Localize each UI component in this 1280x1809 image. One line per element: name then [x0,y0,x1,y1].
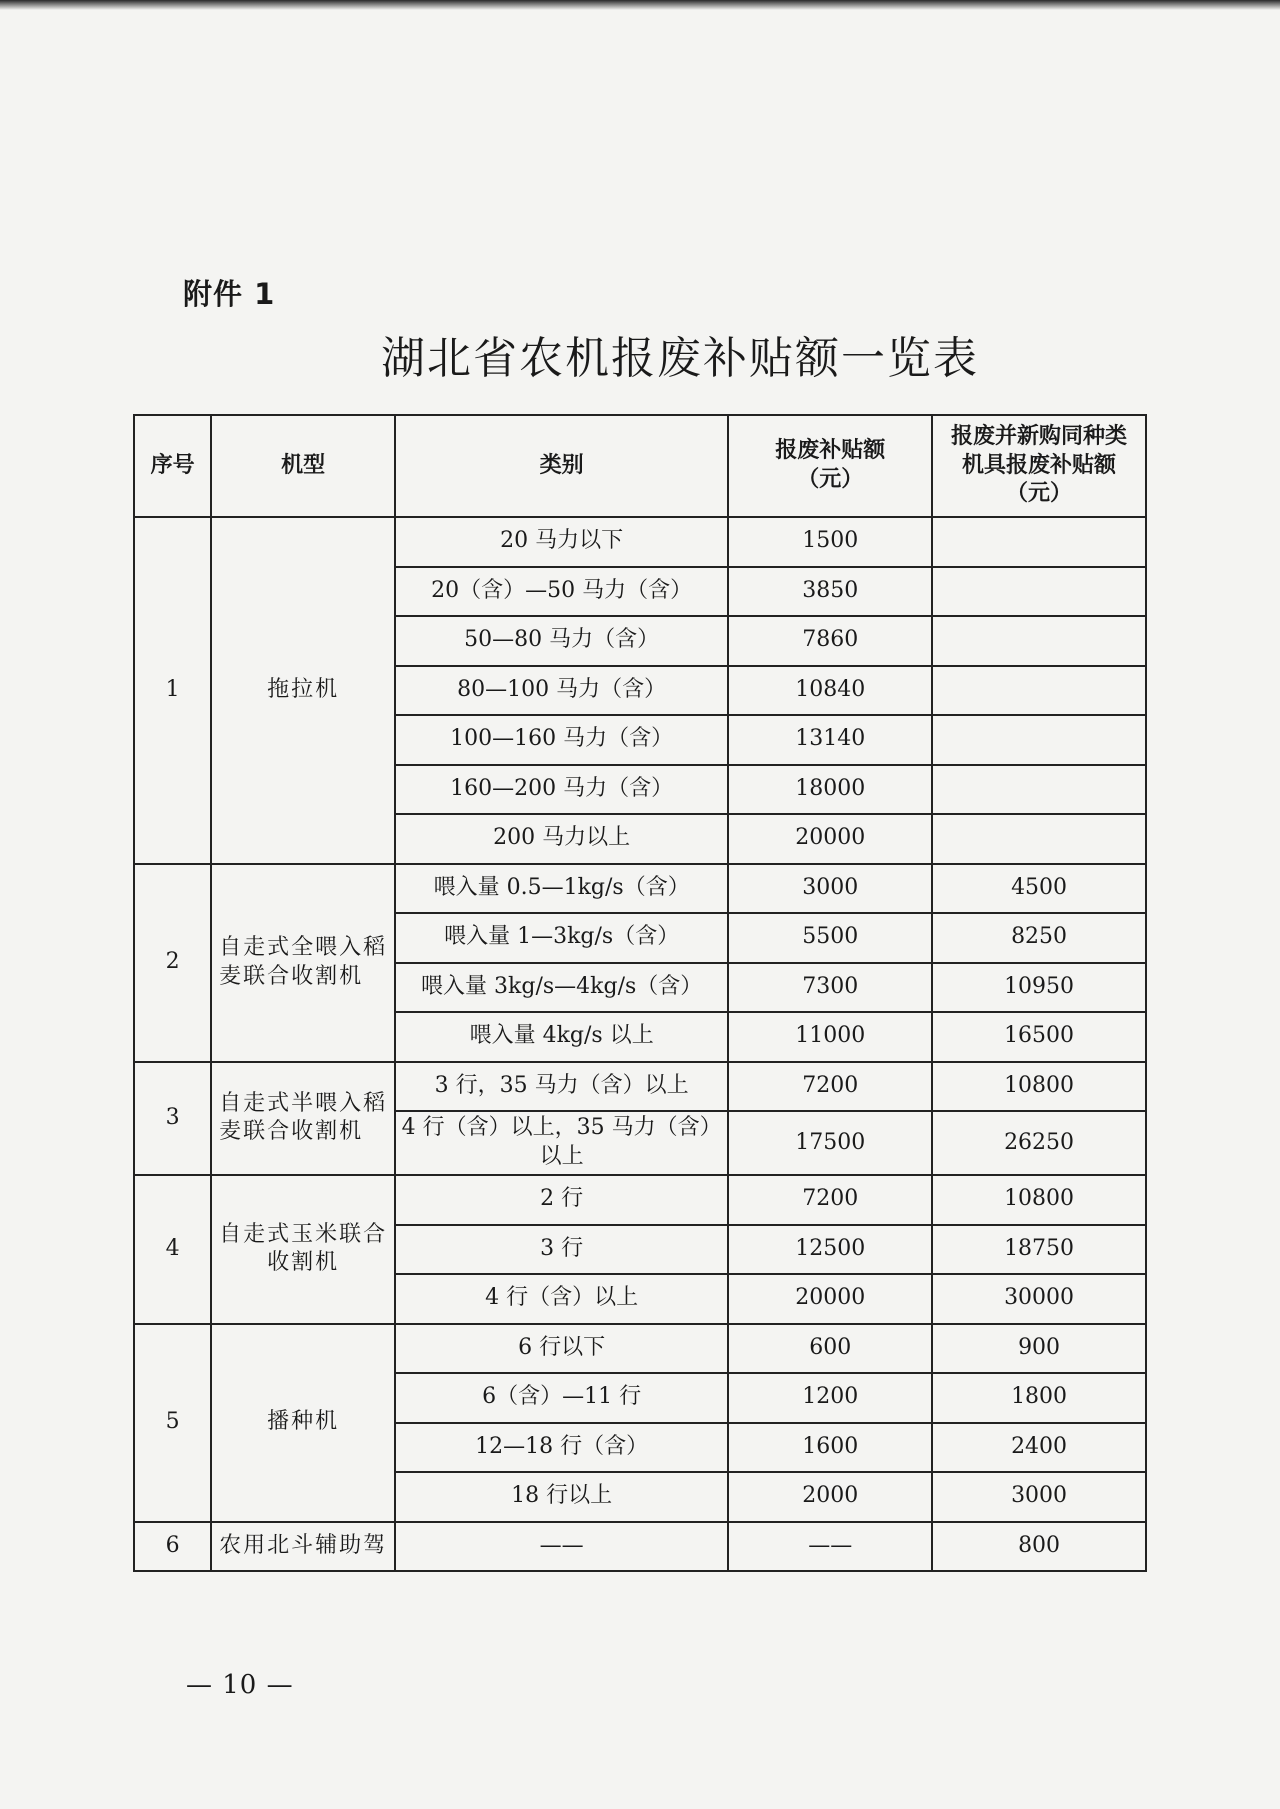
amount-cell: 10840 [728,666,932,716]
model-label [219,1221,387,1278]
row-no: 2 [134,864,211,1062]
category-cell: 6 行以下 [395,1324,728,1374]
header-no: 序号 [134,415,211,517]
amount-cell: 18000 [728,765,932,815]
category-cell: 18 行以上 [395,1472,728,1522]
amount-cell: 600 [728,1324,932,1374]
new-amount-cell [932,517,1146,567]
category-line2: 以上 [539,1144,584,1169]
amount-cell: 7300 [728,963,932,1013]
row-model [211,1522,395,1572]
category-cell: 3 行，35 马力（含）以上 [395,1062,728,1112]
amount-cell: 7860 [728,616,932,666]
amount-cell: 1500 [728,517,932,567]
category-line1: 4 行（含）以上，35 马力（含） [401,1115,722,1141]
table-row [134,1175,1146,1225]
header-model: 机型 [211,415,395,517]
new-amount-cell: 4500 [932,864,1146,914]
table-row [134,1062,1146,1112]
category-cell [395,1111,728,1175]
model-label: 播种机 [267,1409,340,1435]
category-cell: 喂入量 4kg/s 以上 [395,1012,728,1062]
amount-cell: —— [728,1522,932,1572]
model-label-line1: 自走式半喂入稻 [219,1090,388,1116]
attachment-label: 附件 1 [183,277,276,311]
new-amount-cell [932,715,1146,765]
new-amount-cell: 1800 [932,1373,1146,1423]
category-cell: 4 行（含）以上 [395,1274,728,1324]
category-cell: 喂入量 3kg/s—4kg/s（含） [395,963,728,1013]
amount-cell: 3850 [728,567,932,617]
model-label [219,1090,387,1147]
category-cell: 喂入量 1—3kg/s（含） [395,913,728,963]
new-amount-cell: 900 [932,1324,1146,1374]
model-label-line2: 麦联合收割机 [219,1119,364,1145]
model-label-line1: 自走式玉米联合 [219,1221,388,1247]
header-amount [728,415,932,517]
category-cell: 20（含）—50 马力（含） [395,567,728,617]
amount-cell: 7200 [728,1175,932,1225]
amount-cell: 20000 [728,814,932,864]
model-label-line2: 麦联合收割机 [219,963,364,989]
amount-cell: 17500 [728,1111,932,1175]
amount-cell: 1200 [728,1373,932,1423]
new-amount-cell: 10800 [932,1062,1146,1112]
amount-cell: 2000 [728,1472,932,1522]
amount-cell: 7200 [728,1062,932,1112]
header-new-line3: （元） [1006,481,1073,507]
new-amount-cell: 800 [932,1522,1146,1572]
row-no: 3 [134,1062,211,1176]
new-amount-cell: 10800 [932,1175,1146,1225]
new-amount-cell: 3000 [932,1472,1146,1522]
row-model [211,1062,395,1176]
category-cell: 100—160 马力（含） [395,715,728,765]
new-amount-cell: 8250 [932,913,1146,963]
category-cell: 160—200 马力（含） [395,765,728,815]
header-new-line2: 机具报废补贴额 [962,452,1117,478]
new-amount-cell [932,616,1146,666]
new-amount-cell: 16500 [932,1012,1146,1062]
model-label-line1: 自走式全喂入稻 [219,934,388,960]
row-model [211,517,395,864]
row-model [211,1175,395,1324]
row-model [211,1324,395,1522]
amount-cell: 5500 [728,913,932,963]
amount-cell: 13140 [728,715,932,765]
new-amount-cell: 30000 [932,1274,1146,1324]
model-label: 拖拉机 [267,676,340,702]
new-amount-cell: 2400 [932,1423,1146,1473]
table-row [134,1324,1146,1374]
table-header-row [134,415,1146,517]
amount-cell: 20000 [728,1274,932,1324]
row-model [211,864,395,1062]
table-row [134,517,1146,567]
category-cell: —— [395,1522,728,1572]
category-cell: 200 马力以上 [395,814,728,864]
category-cell: 50—80 马力（含） [395,616,728,666]
category-cell: 喂入量 0.5—1kg/s（含） [395,864,728,914]
category-cell: 20 马力以下 [395,517,728,567]
new-amount-cell [932,567,1146,617]
model-label [219,934,387,991]
header-amount-line2: （元） [797,467,864,492]
category-cell: 6（含）—11 行 [395,1373,728,1423]
new-amount-cell: 18750 [932,1225,1146,1275]
new-amount-cell: 10950 [932,963,1146,1013]
amount-cell: 3000 [728,864,932,914]
model-label-line2: 收割机 [267,1250,340,1276]
new-amount-cell [932,666,1146,716]
table-row [134,864,1146,914]
category-cell: 3 行 [395,1225,728,1275]
document-title: 湖北省农机报废补贴额一览表 [381,333,979,384]
subsidy-table [133,414,1147,1572]
row-no: 1 [134,517,211,864]
row-no: 4 [134,1175,211,1324]
row-no: 5 [134,1324,211,1522]
new-amount-cell [932,814,1146,864]
category-cell: 2 行 [395,1175,728,1225]
header-amount-line1: 报废补贴额 [775,438,886,464]
amount-cell: 11000 [728,1012,932,1062]
amount-cell: 12500 [728,1225,932,1275]
amount-cell: 1600 [728,1423,932,1473]
category-cell: 12—18 行（含） [395,1423,728,1473]
category-cell: 80—100 马力（含） [395,666,728,716]
page-number: — 10 — [186,1670,294,1700]
model-label: 农用北斗辅助驾 [219,1532,388,1558]
page-top-edge [0,0,1280,10]
table-row [134,1522,1146,1572]
header-new-line1: 报废并新购同种类 [951,424,1128,450]
new-amount-cell: 26250 [932,1111,1146,1175]
header-category: 类别 [395,415,728,517]
new-amount-cell [932,765,1146,815]
header-new-amount [932,415,1146,517]
row-no: 6 [134,1522,211,1572]
